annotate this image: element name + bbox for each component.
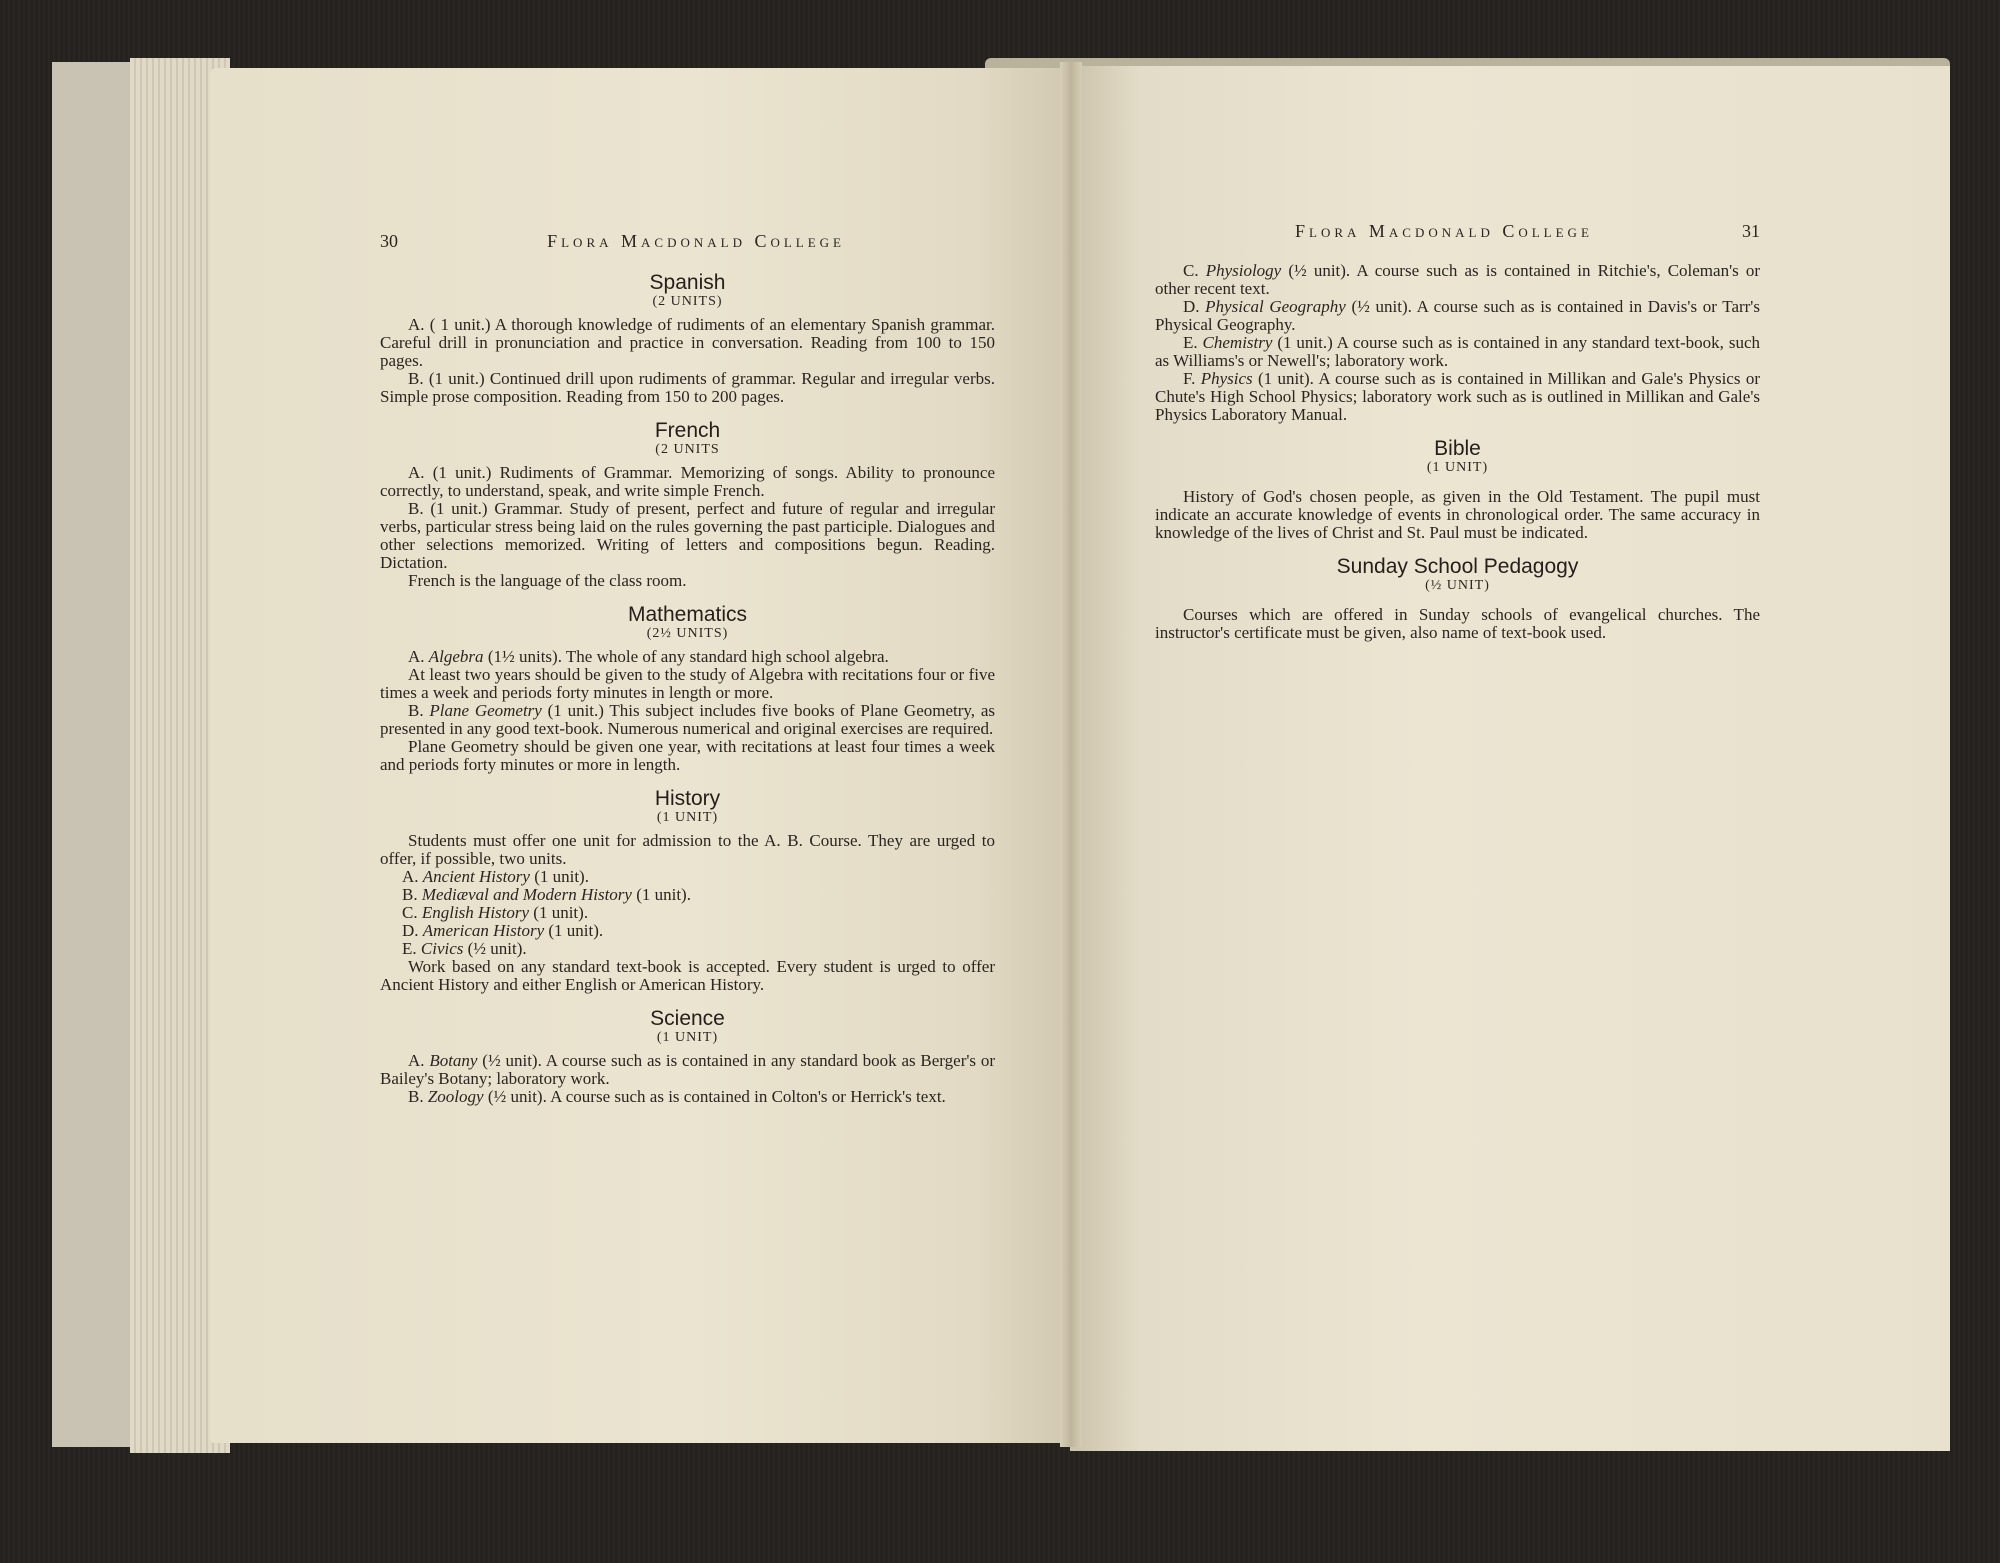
section-title: French — [654, 419, 721, 442]
list-item: E. Civics (½ unit). — [402, 939, 527, 958]
paragraph: D. Physical Geography (½ unit). A course such as is contained in Davis's or Tarr's Physical Geography. — [1155, 297, 1760, 334]
paragraph: A. Algebra (1½ units). The whole of any standard high school algebra. — [408, 647, 889, 666]
list-item: B. Mediæval and Modern History (1 unit). — [402, 885, 691, 904]
section-units: (2½ UNITS) — [646, 626, 729, 641]
section-units: (1 UNIT) — [656, 1030, 719, 1045]
section-units: (1 UNIT) — [1426, 460, 1489, 475]
paragraph: C. Physiology (½ unit). A course such as is contained in Ritchie's, Coleman's or other recent text. — [1155, 261, 1761, 298]
section-mathematics — [380, 604, 995, 774]
paragraph: A. (1 unit.) Rudiments of Grammar. Memorizing of songs. Ability to pronounce correctly, to understand, speak, and write simple French. — [380, 463, 995, 500]
paragraph: F. Physics (1 unit). A course such as is contained in Millikan and Gale's Physics or Chute's High School Physics; laboratory work such as is outlined in Millikan and Gale's Physics Laboratory Manual. — [1155, 369, 1760, 424]
paragraph: B. (1 unit.) Continued drill upon rudiments of grammar. Regular and irregular verbs. Simple prose composition. Reading from 150 to 200 pages. — [380, 369, 995, 406]
running-head-left — [380, 232, 995, 250]
section-title: Science — [650, 1007, 725, 1030]
paragraph: Work based on any standard text-book is accepted. Every student is urged to offer Ancient History and either English or American History. — [380, 957, 995, 994]
paragraph: Plane Geometry should be given one year, with recitations at least four times a week and periods forty minutes or more in length. — [380, 737, 995, 774]
page-number: 31 — [1742, 221, 1760, 241]
section-title: Spanish — [649, 271, 726, 294]
list-item: D. American History (1 unit). — [402, 921, 604, 940]
paragraph: A. ( 1 unit.) A thorough knowledge of rudiments of an elementary Spanish grammar. Careful drill in pronunciation and practice in conversation. Reading from 100 to 150 pages. — [380, 315, 995, 370]
right-page-content — [1155, 222, 1760, 642]
section-french — [380, 420, 995, 590]
paragraph: At least two years should be given to the study of Algebra with recitations four or five times a week and periods forty minutes in length or more. — [380, 665, 995, 702]
paragraph: Students must offer one unit for admission to the A. B. Course. They are urged to offer, if possible, two units. — [380, 831, 995, 868]
section-science — [380, 1008, 995, 1106]
section-spanish — [380, 272, 995, 406]
section-units: (2 UNITS — [655, 442, 720, 457]
page-number: 30 — [380, 231, 398, 251]
section-units: (½ UNIT) — [1425, 578, 1490, 593]
paragraph: B. Plane Geometry (1 unit.) This subject includes five books of Plane Geometry, as presented in any good text-book. Numerous numerical and original exercises are required. — [380, 701, 995, 738]
section-units: (1 UNIT) — [656, 810, 719, 825]
paragraph: History of God's chosen people, as given in the Old Testament. The pupil must indicate an accurate knowledge of events in chronological order. The same accuracy in knowledge of the lives of Christ and St. Paul must be indicated. — [1155, 487, 1760, 542]
paragraph: E. Chemistry (1 unit.) A course such as is contained in any standard text-book, such as Williams's or Newell's; laboratory work. — [1155, 333, 1760, 370]
section-units: (2 UNITS) — [652, 294, 723, 309]
section-sunday-school-pedagogy — [1155, 556, 1760, 642]
section-title: Bible — [1434, 437, 1481, 460]
list-item: A. Ancient History (1 unit). — [402, 867, 589, 886]
section-title: Sunday School Pedagogy — [1336, 555, 1579, 578]
section-bible — [1155, 438, 1760, 542]
left-page-content — [380, 232, 995, 1106]
paragraph: Courses which are offered in Sunday schools of evangelical churches. The instructor's certificate must be given, also name of text-book used. — [1155, 605, 1760, 642]
paragraph: A. Botany (½ unit). A course such as is contained in any standard book as Berger's or Bailey's Botany; laboratory work. — [380, 1051, 995, 1088]
running-head-title: Flora Macdonald College — [547, 231, 845, 251]
paragraph: B. Zoology (½ unit). A course such as is contained in Colton's or Herrick's text. — [408, 1087, 946, 1106]
book-gutter — [1060, 62, 1082, 1447]
science-continued — [1155, 262, 1760, 424]
section-history — [380, 788, 995, 994]
section-title: Mathematics — [627, 603, 748, 626]
running-head-right — [1155, 222, 1760, 240]
section-title: History — [654, 787, 721, 810]
paragraph: B. (1 unit.) Grammar. Study of present, perfect and future of regular and irregular verbs, particular stress being laid on the rules governing the past participle. Dialogues and other selections memorized. Writing of letters and compositions begun. Reading. Dictation. — [380, 499, 995, 572]
paragraph: French is the language of the class room. — [408, 571, 687, 590]
list-item: C. English History (1 unit). — [402, 903, 589, 922]
running-head-title: Flora Macdonald College — [1295, 221, 1593, 241]
